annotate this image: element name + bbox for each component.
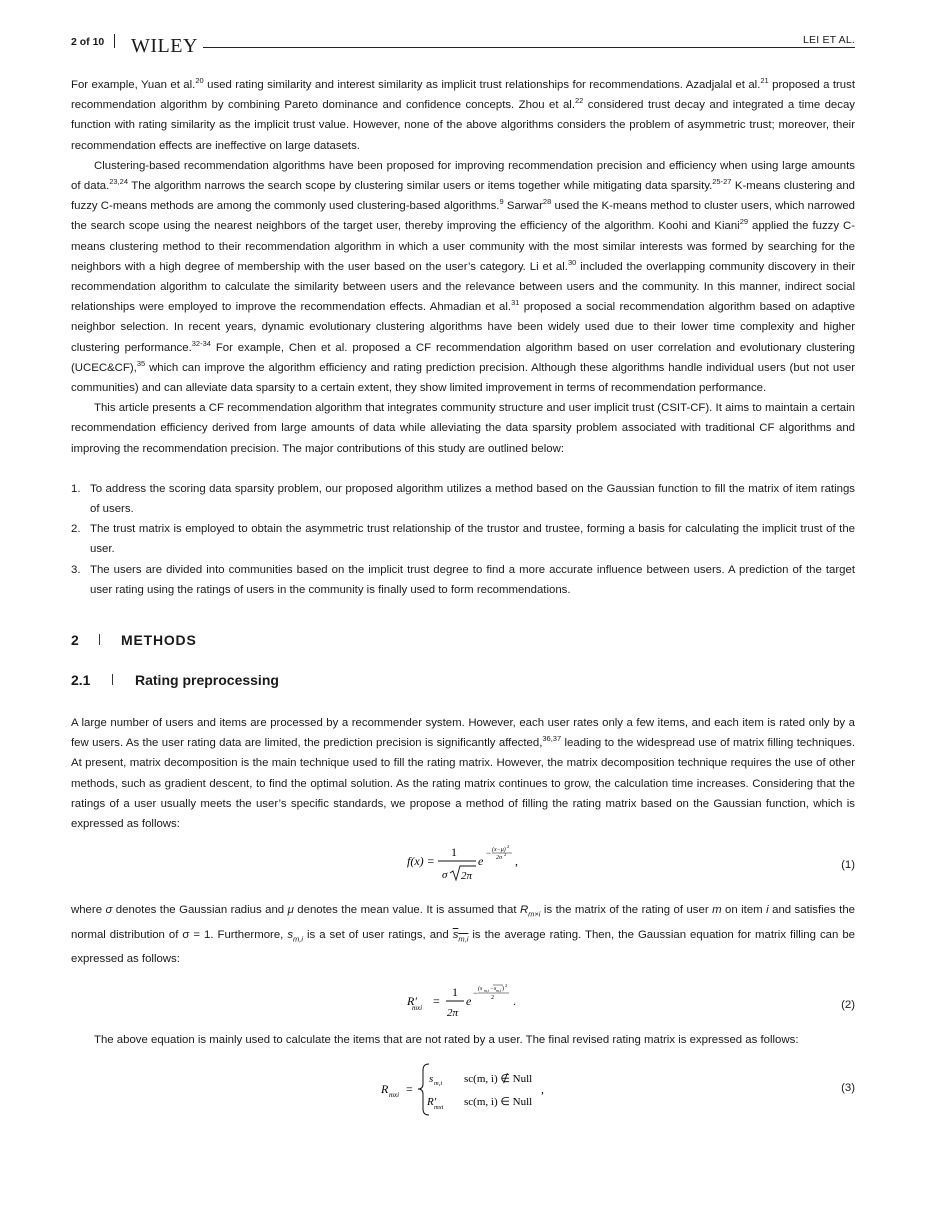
- equation-number: (1): [841, 859, 855, 872]
- eq1-numerator: 1: [451, 845, 457, 860]
- citation: 23,24: [109, 177, 129, 187]
- eq3-case1-sub: m,i: [434, 1079, 443, 1087]
- page-number: 2 of 10: [71, 36, 105, 48]
- citation: 36,37: [542, 734, 562, 744]
- equation-1-figure: [71, 834, 855, 892]
- eq2-den: 2π: [447, 1007, 459, 1020]
- heading-bar: [112, 674, 113, 685]
- paragraph-related-trust: For example, Yuan et al.$^{20}$ used rating similarity and interest similarity as implicit trust relationships for recommendations. Azadjalal et al.$^{21}$ proposed a trust recommendation algorithm by combining Pareto dominance and confidence concepts. Zhou et al.$^{22}$ considered trust decay and integrated a time decay function with rating similarity as the implicit trust value. However, none of the above algorithms considers the problem of asymmetric trust; moreover, their recommendation effects are ineffective on large datasets.: [71, 76, 856, 152]
- citation: 9: [499, 197, 504, 207]
- eq2-exp-bar-sub: m,i: [496, 988, 501, 994]
- eq3-lhs-sub: mxi: [389, 1090, 400, 1099]
- list-item: 2. The trust matrix is employed to obtain the asymmetric trust relationship of the trustor and trustee, forming a basis for calculating the implicit trust of the user.: [71, 523, 855, 556]
- paragraph-contribution-intro: This article presents a CF recommendation algorithm that integrates community structure and user implicit trust (CSIT-CF). It aims to maintain a certain recommendation efficiency derived from large amounts of data while alleviating the data sparsity problem associated with traditional CF algorithms and improving the recommendation precision. The major contributions of this study are outlined below:: [71, 402, 855, 455]
- header-separator: [114, 34, 115, 48]
- citation: 21: [760, 76, 769, 85]
- citation: 30: [567, 257, 577, 267]
- eq2-exp-close: ): [502, 986, 504, 993]
- eq1-exp-num: (x−μ): [492, 847, 506, 854]
- journal-logo: WILEY: [131, 35, 198, 57]
- subsection-number: 2.1: [71, 672, 91, 689]
- equation-number: (2): [841, 999, 855, 1012]
- article-body: [71, 75, 855, 1131]
- page-header: [71, 33, 855, 57]
- eq2-minus: −: [473, 988, 479, 999]
- paragraph-gaussian-definition: where σ denotes the Gaussian radius and μ denotes the mean value. It is assumed that $R_{m\times i}$ is the matrix of the rating of user m on item i and satisfies the normal distribution of σ = 1. Furthermore, $s_{m,i}$ is a set of user ratings, and $s_{m,i}$ is the average rating. Then, the Gaussian equation for matrix filling can be expressed as follows:: [71, 904, 855, 966]
- citation: 28: [542, 197, 552, 207]
- eq1-lhs: f(x) =: [407, 854, 435, 869]
- paragraph-rating-preprocessing: A large number of users and items are processed by a recommender system. However, each user rates only a few items, and each item is rated only by a few users. As the user rating data are limited, the prediction precision is significantly affected,$^{36,37}$ leading to the widespread use of matrix filling techniques. At present, matrix decomposition is the main technique used to fill the rating matrix. However, the matrix decomposition technique requires the use of other methods, such as gradient descent, to find the optimal solution. As the rating matrix continues to grow, the calculation time increases. Considering that the ratings of a user usually meets the user’s specific standards, we propose a method of filling the rating matrix based on the Gaussian function, which is expressed as follows:: [71, 717, 855, 831]
- eq2-eq: =: [433, 994, 440, 1009]
- list-item: 3. The users are divided into communities based on the implicit trust degree to find a more accurate influence between users. A prediction of the target user rating using the ratings of users in the community is finally used to form recommendations.: [71, 563, 855, 596]
- paragraph-revised-matrix: The above equation is mainly used to calculate the items that are not rated by a user. The final revised rating matrix is expressed as follows:: [94, 1034, 799, 1047]
- eq2-exp-s-sub: m,i: [484, 988, 489, 994]
- running-head: LEI ET AL.: [802, 34, 855, 46]
- eq1-e: e: [478, 854, 484, 869]
- eq3-case2-cond: sc(m, i) ∈ Null: [464, 1095, 533, 1108]
- citation: 29: [739, 217, 749, 227]
- eq1-exp-pow: 2: [507, 844, 510, 850]
- eq3-trail: ,: [541, 1081, 544, 1096]
- header-rule: [203, 47, 855, 48]
- eq1-exp-den: 2σ: [496, 855, 502, 862]
- eq1-exp-den-pow: 2: [504, 852, 507, 858]
- equation-2-figure: [71, 969, 855, 1029]
- equation-3: [71, 1051, 855, 1131]
- subsection-title: Rating preprocessing: [135, 672, 279, 689]
- eq2-exp-mid: −s: [490, 986, 497, 993]
- eq2-lhs-sub: mxi: [412, 1004, 423, 1013]
- eq2-exp-num: (s: [478, 986, 483, 993]
- equation-number: (3): [841, 1081, 855, 1094]
- eq2-e: e: [466, 994, 472, 1009]
- eq1-den-sigma: σ: [442, 869, 448, 882]
- section-number: 2: [71, 632, 80, 649]
- eq2-exp-den: 2: [491, 995, 494, 1002]
- eq1-minus: −: [486, 848, 492, 859]
- eq3-case1-val: s: [429, 1072, 434, 1085]
- citation: 22: [575, 96, 584, 106]
- paragraph-clustering: Clustering-based recommendation algorithms have been proposed for improving recommendation precision and efficiency when using large amounts of data.$^{23,24}$ The algorithm narrows the search scope by clustering similar users or items together while mitigating data sparsity.$^{25-27}$ K-means clustering and fuzzy C-means methods are among the commonly used clustering-based algorithms.$^9$ Sarwar$^{28}$ used the K-means method to cluster users, which narrowed the search scope using the nearest neighbors of the target user, thereby improving the efficiency of the algorithm. Koohi and Kiani$^{29}$ applied the fuzzy C-means clustering method to their recommendation algorithm in which a user community with the most similar interests was formed by searching for the neighbors with a high degree of membership with the user based on the user’s category. Li et al.$^{30}$ included the overlapping community discovery in their recommendation algorithm to calculate the similarity between users and the relevance between users and the community. In this manner, indirect social relationships were employed to improve the recommendation effects. Ahmadian et al.$^{31}$ proposed a social recommendation algorithm based on adaptive neighbor selection. In recent years, dynamic evolutionary clustering algorithms have been widely used due to their lower time complexity and higher clustering performance.$^{32-34}$ For example, Chen et al. proposed a CF recommendation algorithm based on user correlation and evolutionary clustering (UCEC&CF),$^{35}$ which can improve the algorithm efficiency and rating prediction precision. Although these algorithms handle individual users (but not user communities) and can alleviate data sparsity to a certain extent, they show limited improvement in terms of recommendation performance.: [71, 159, 856, 395]
- citation: 35: [136, 358, 146, 368]
- section-title: METHODS: [121, 632, 197, 649]
- eq3-case2-val: R′: [427, 1095, 437, 1108]
- citation: 25-27: [712, 177, 732, 187]
- eq2-trail: .: [513, 994, 516, 1009]
- eq3-eq: =: [406, 1081, 413, 1096]
- citation: 20: [195, 76, 204, 85]
- eq2-exp-pow: 2: [505, 983, 508, 989]
- citation: 31: [511, 298, 520, 308]
- contributions-list: [71, 479, 855, 600]
- eq2-numerator: 1: [452, 985, 458, 1000]
- eq2-lhs: R′: [407, 994, 417, 1009]
- heading-bar: [99, 634, 100, 645]
- eq3-lhs: R: [381, 1081, 389, 1096]
- section-heading: [71, 630, 855, 652]
- citation: 32-34: [191, 338, 211, 348]
- equation-3-figure: [71, 1051, 855, 1131]
- list-item: 1. To address the scoring data sparsity problem, our proposed algorithm utilizes a method based on the Gaussian function to fill the matrix of item ratings of users.: [71, 482, 855, 516]
- subsection-heading: [71, 670, 855, 692]
- eq3-case2-sub: mxi: [434, 1103, 444, 1111]
- equation-1: [71, 834, 855, 892]
- eq3-case1-cond: sc(m, i) ∉ Null: [464, 1072, 533, 1085]
- equation-2: [71, 969, 855, 1029]
- eq1-den-root: 2π: [461, 870, 473, 883]
- eq1-trail: ,: [515, 854, 518, 869]
